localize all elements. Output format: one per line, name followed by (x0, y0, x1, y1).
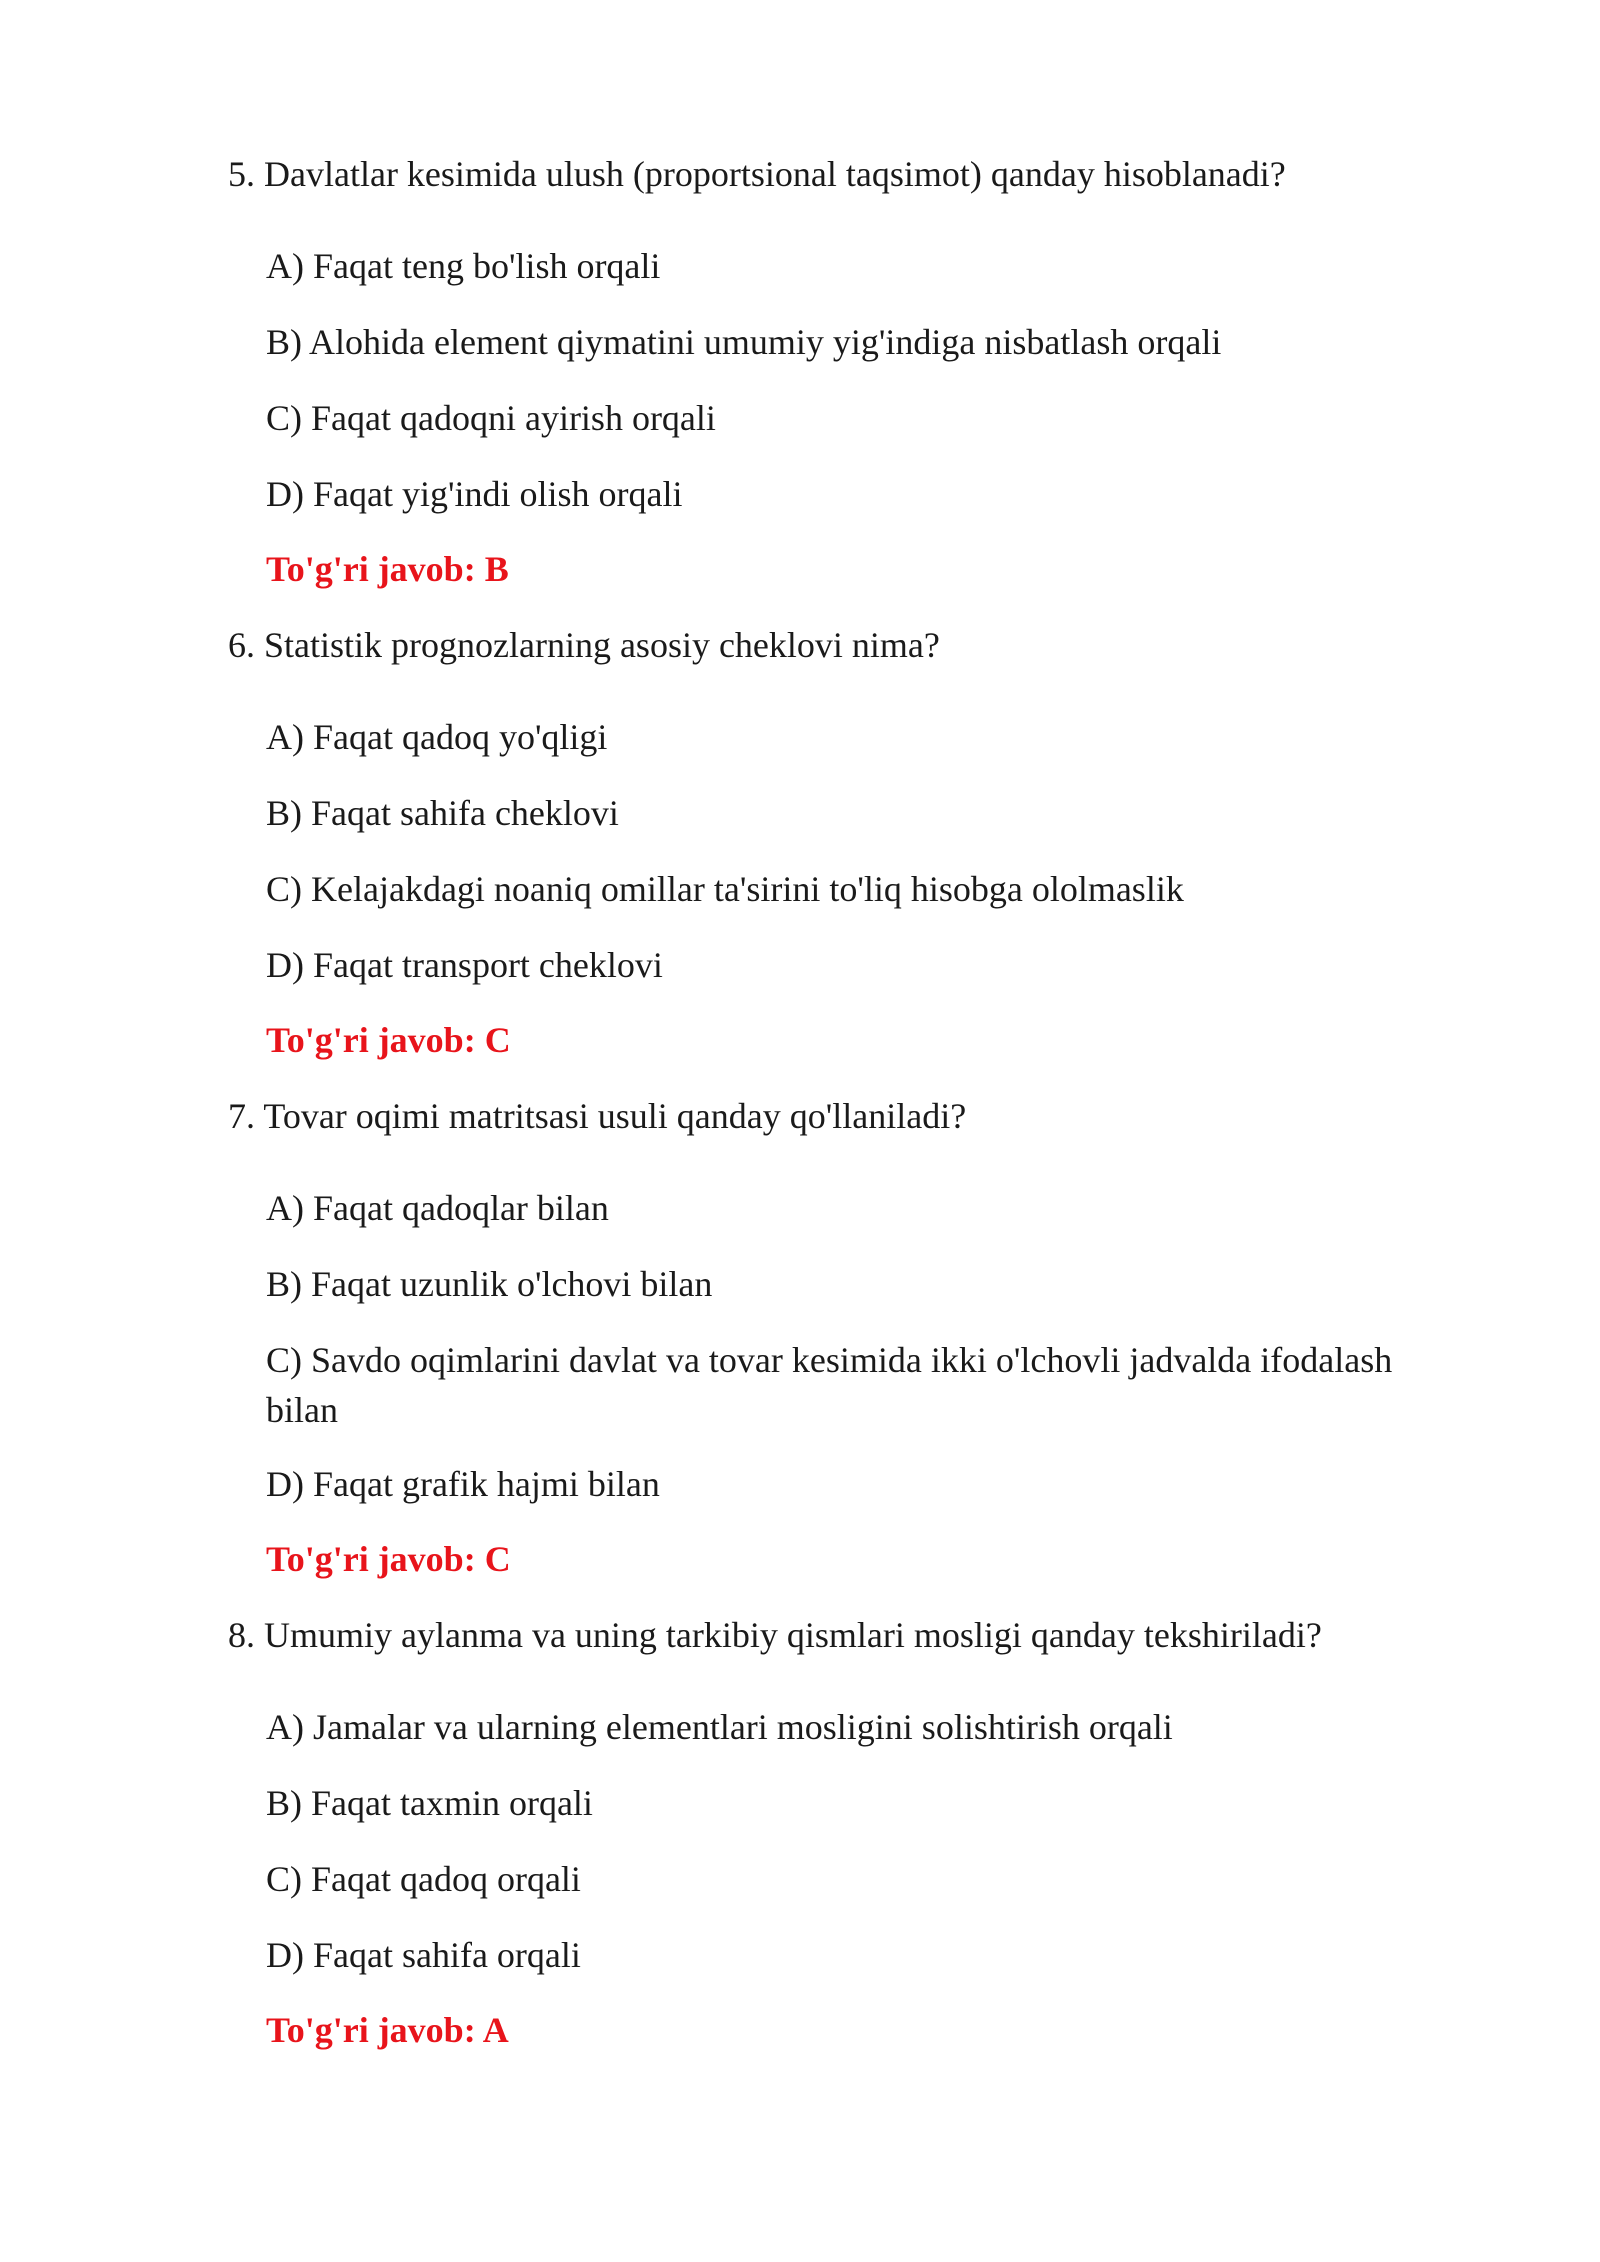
question-text: 7. Tovar oqimi matritsasi usuli qanday qo'llaniladi? (228, 1096, 967, 1136)
option-a: A) Faqat qadoqlar bilan (266, 1188, 609, 1228)
option-c: C) Kelajakdagi noaniq omillar ta'sirini to'liq hisobga ololmaslik (266, 869, 1184, 909)
option-c: C) Faqat qadoq orqali (266, 1859, 581, 1899)
correct-answer: To'g'ri javob: C (266, 1539, 511, 1579)
option-a: A) Jamalar va ularning elementlari mosligini solishtirish orqali (266, 1707, 1173, 1747)
option-b: B) Alohida element qiymatini umumiy yig'indiga nisbatlash orqali (266, 322, 1222, 362)
option-b: B) Faqat sahifa cheklovi (266, 793, 619, 833)
correct-answer: To'g'ri javob: B (266, 549, 509, 589)
question-text: 5. Davlatlar kesimida ulush (proportsional taqsimot) qanday hisoblanadi? (228, 154, 1286, 194)
correct-answer: To'g'ri javob: C (266, 1020, 511, 1060)
option-b: B) Faqat taxmin orqali (266, 1783, 593, 1823)
question-text: 8. Umumiy aylanma va uning tarkibiy qismlari mosligi qanday tekshiriladi? (228, 1615, 1322, 1655)
option-d: D) Faqat transport cheklovi (266, 945, 663, 985)
option-b: B) Faqat uzunlik o'lchovi bilan (266, 1264, 713, 1304)
correct-answer: To'g'ri javob: A (266, 2010, 509, 2050)
option-a: A) Faqat teng bo'lish orqali (266, 246, 661, 286)
option-a: A) Faqat qadoq yo'qligi (266, 717, 608, 757)
option-d: D) Faqat sahifa orqali (266, 1935, 581, 1975)
option-c: C) Faqat qadoqni ayirish orqali (266, 398, 716, 438)
question-text: 6. Statistik prognozlarning asosiy cheklovi nima? (228, 625, 940, 665)
option-c: C) Savdo oqimlarini davlat va tovar kesimida ikki o'lchovli jadvalda ifodalash bilan (266, 1340, 1393, 1430)
option-d: D) Faqat yig'indi olish orqali (266, 474, 683, 514)
option-d: D) Faqat grafik hajmi bilan (266, 1464, 660, 1504)
